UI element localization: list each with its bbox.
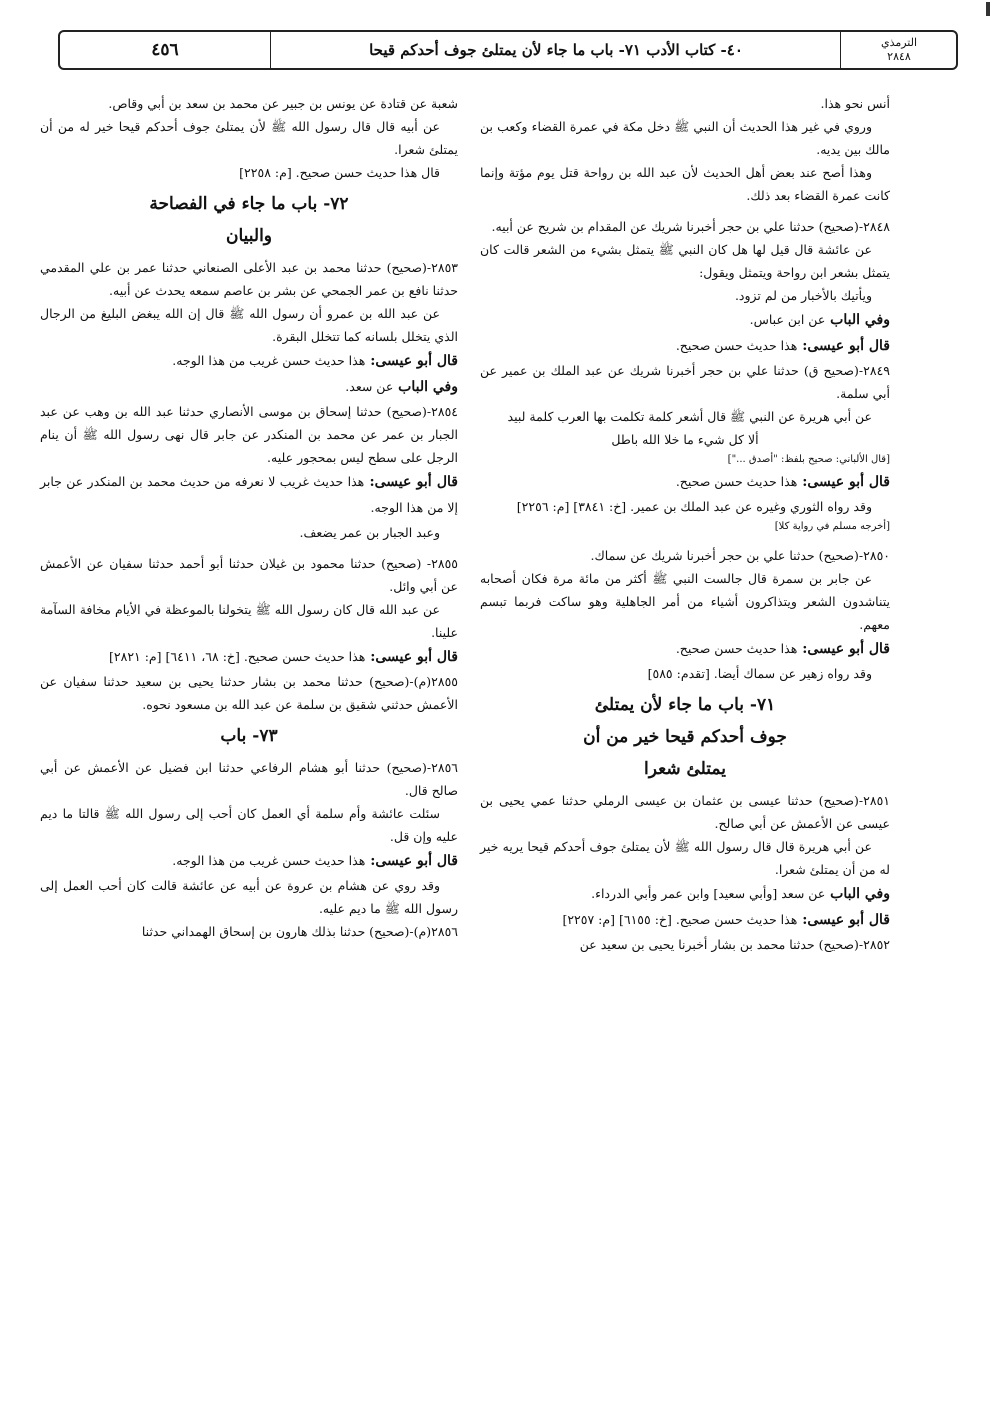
abu-isa-note: [40, 469, 458, 521]
albani-note: [قال الألباني: صحيح بلفظ: "أصدق ..."]: [727, 454, 890, 465]
chapter-line: جوف أحدكم قيحا خير من أن: [583, 727, 787, 747]
book-info: [842, 32, 956, 68]
abu-isa-note: [40, 848, 458, 874]
abu-isa-text: هذا حديث حسن صحيح.: [675, 641, 798, 656]
paragraph: قال هذا حديث حسن صحيح. [م: ٢٢٥٨]: [239, 165, 440, 180]
hadith-text: عن عائشة قال قيل لها هل كان النبي ﷺ يتمثل بشيء من الشعر قالت كان يتمثل بشعر ابن رواحة ويتمثل ويقول:: [480, 242, 890, 280]
paragraph: وروي في غير هذا الحديث أن النبي ﷺ دخل مكة في عمرة القضاء وكعب بن مالك بين يديه.: [480, 119, 890, 157]
hadith-2856: ٢٨٥٦-(صحيح) حدثنا أبو هشام الرفاعي حدثنا ابن فضيل عن الأعمش عن أبي صالح قال.: [40, 760, 458, 798]
hadith-text: وعبد الجبار بن عمر يضعف.: [299, 525, 440, 540]
bab-text: عن سعد [وأبي سعيد] وابن عمر وأبي الدرداء.: [591, 886, 826, 901]
abu-isa-note: [40, 644, 458, 670]
hadith-text: ويأتيك بالأخبار من لم تزود.: [734, 288, 872, 303]
hadith-text: سئلت عائشة وأم سلمة أي العمل كان أحب إلى رسول الله ﷺ قالتا ما ديم عليه وإن قل.: [40, 806, 458, 844]
hadith-text: وقد رواه الثوري وغيره عن عبد الملك بن عمير. [خ: ٣٨٤١] [م: ٢٢٥٦]: [516, 499, 872, 514]
abu-isa-label: قال أبو عيسى:: [802, 338, 890, 354]
chapter-heading-71: [480, 689, 890, 785]
scrollbar-thumb[interactable]: [986, 2, 990, 16]
abu-isa-text: هذا حديث غريب لا نعرفه من حديث محمد بن المنكدر عن جابر إلا من هذا الوجه.: [40, 474, 458, 515]
abu-isa-text: هذا حديث حسن غريب من هذا الوجه.: [172, 853, 366, 868]
hadith-text: عن عبد الله قال كان رسول الله ﷺ يتخولنا بالموعظة في الأيام مخافة السآمة علينا.: [40, 602, 458, 640]
chapter-heading-72: [40, 188, 458, 252]
hadith-2852: ٢٨٥٢-(صحيح) حدثنا محمد بن بشار أخبرنا يحيى بن سعيد عن: [579, 937, 890, 952]
bab-label: وفي الباب: [398, 379, 458, 395]
scrollbar[interactable]: [982, 0, 992, 1403]
chapter-line: يمتلئ شعرا: [644, 759, 726, 779]
book-name: الترمذي: [880, 36, 918, 49]
abu-isa-text: هذا حديث حسن صحيح.: [675, 338, 798, 353]
abu-isa-label: قال أبو عيسى:: [370, 353, 458, 369]
hadith-2856m: ٢٨٥٦(م)-(صحيح) حدثنا بذلك هارون بن إسحاق الهمداني حدثنا: [141, 924, 458, 939]
abu-isa-text: هذا حديث حسن صحيح.: [675, 474, 798, 489]
left-column: [40, 92, 458, 943]
abu-isa-label: قال أبو عيسى:: [370, 853, 458, 869]
abu-isa-text: هذا حديث حسن صحيح. [خ: ٦٨، ٦٤١١] [م: ٢٨٢١]: [109, 649, 366, 664]
paragraph: أنس نحو هذا.: [820, 96, 890, 111]
bab-note: [480, 307, 890, 333]
abu-isa-note: [480, 636, 890, 662]
hadith-text: عن أبي هريرة عن النبي ﷺ قال أشعر كلمة تكلمت بها العرب كلمة لبيد: [507, 409, 872, 424]
hadith-text: عن أبي هريرة قال قال رسول الله ﷺ لأن يمتلئ جوف أحدكم قيحا يريه خير له من أن يمتلئ شعرا.: [480, 839, 890, 877]
bab-label: وفي الباب: [830, 886, 890, 902]
bab-note: [480, 881, 890, 907]
verse-line: ألا كل شيء ما خلا الله باطل: [611, 432, 759, 447]
bab-label: وفي الباب: [830, 312, 890, 328]
abu-isa-label: قال أبو عيسى:: [802, 641, 890, 657]
bab-text: عن ابن عباس.: [749, 312, 826, 327]
chapter-heading-73: ٧٣- باب: [220, 726, 278, 746]
abu-isa-text: هذا حديث حسن صحيح. [خ: ٦١٥٥] [م: ٢٢٥٧]: [562, 912, 798, 927]
paragraph: وهذا أصح عند بعض أهل الحديث لأن عبد الله بن رواحة قتل يوم مؤتة وإنما كانت عمرة القضاء بعد ذلك.: [480, 165, 890, 203]
abu-isa-note: [480, 333, 890, 359]
hadith-2851: ٢٨٥١-(صحيح) حدثنا عيسى بن عثمان بن عيسى الرملي حدثنا عمي يحيى بن عيسى عن الأعمش عن أبي صالح.: [480, 793, 890, 831]
hadith-2849: ٢٨٤٩-(صحيح ق) حدثنا علي بن حجر أخبرنا شريك عن عبد الملك بن عمير عن أبي سلمة.: [480, 363, 890, 401]
page-header: [58, 30, 958, 70]
paragraph: عن أبيه قال قال رسول الله ﷺ لأن يمتلئ جوف أحدكم قيحا خير له من أن يمتلئ شعرا.: [40, 119, 458, 157]
right-column: [480, 92, 890, 956]
bab-note: [40, 374, 458, 400]
hadith-2855: ٢٨٥٥- (صحيح) حدثنا محمود بن غيلان حدثنا أبو أحمد حدثنا سفيان عن الأعمش عن أبي وائل.: [40, 556, 458, 594]
abu-isa-note: [480, 907, 890, 933]
abu-isa-text: هذا حديث حسن غريب من هذا الوجه.: [172, 353, 366, 368]
abu-isa-label: قال أبو عيسى:: [802, 474, 890, 490]
abu-isa-label: قال أبو عيسى:: [370, 649, 458, 665]
running-title: ٤٠- كتاب الأدب ٧١- باب ما جاء لأن يمتلئ جوف أحدكم قيحا: [272, 32, 841, 68]
hadith-text: وقد روي عن هشام بن عروة عن أبيه عن عائشة قالت كان أحب العمل إلى رسول الله ﷺ ما ديم عليه.: [40, 878, 458, 916]
chapter-line: ٧٢- باب ما جاء في الفصاحة: [149, 194, 349, 214]
hadith-2855m: ٢٨٥٥(م)-(صحيح) حدثنا محمد بن بشار حدثنا يحيى بن سعيد حدثنا سفيان عن الأعمش حدثني شقيق بن سلمة عن عبد الله بن مسعود نحوه.: [40, 674, 458, 712]
chapter-line: والبيان: [225, 226, 273, 246]
hadith-2850: ٢٨٥٠-(صحيح) حدثنا علي بن حجر أخبرنا شريك عن سماك.: [590, 548, 890, 563]
hadith-text: عن جابر بن سمرة قال جالست النبي ﷺ أكثر من مائة مرة فكان أصحابه يتناشدون الشعر ويتذاكرون أشياء من أمر الجاهلية وهو ساكت فربما تبسم معهم.: [480, 571, 890, 632]
abu-isa-note: [40, 348, 458, 374]
hadith-range: ٢٨٤٨: [887, 50, 911, 63]
takhrij-note: [أخرجه مسلم في رواية كلا]: [774, 521, 890, 532]
page-number: ٤٥٦: [60, 32, 271, 68]
paragraph: شعبة عن قتادة عن يونس بن جبير عن محمد بن سعد بن أبي وقاص.: [108, 96, 458, 111]
hadith-text: عن عبد الله بن عمرو أن رسول الله ﷺ قال إن الله يبغض البليغ من الرجال الذي يتخلل بلسانه كما تتخلل البقرة.: [40, 306, 458, 344]
abu-isa-note: [480, 469, 890, 495]
hadith-text: وقد رواه زهير عن سماك أيضا. [تقدم: ٥٨٥]: [647, 666, 872, 681]
chapter-line: ٧١- باب ما جاء لأن يمتلئ: [594, 695, 776, 715]
bab-text: عن سعد.: [345, 379, 394, 394]
abu-isa-label: قال أبو عيسى:: [802, 912, 890, 928]
abu-isa-label: قال أبو عيسى:: [369, 474, 458, 490]
hadith-2848: ٢٨٤٨-(صحيح) حدثنا علي بن حجر أخبرنا شريك عن المقدام بن شريح عن أبيه.: [491, 219, 890, 234]
hadith-2854: ٢٨٥٤-(صحيح) حدثنا إسحاق بن موسى الأنصاري حدثنا عبد الله بن وهب عن عبد الجبار بن عمر عن محمد بن المنكدر عن جابر قال نهى رسول الله ﷺ أن ينام الرجل على سطح ليس بمحجور عليه.: [40, 404, 458, 465]
hadith-2853: ٢٨٥٣-(صحيح) حدثنا محمد بن عبد الأعلى الصنعاني حدثنا عمر بن علي المقدمي حدثنا نافع بن عمر الجمحي عن بشر بن عاصم سمعه يحدث عن أبيه.: [40, 260, 458, 298]
